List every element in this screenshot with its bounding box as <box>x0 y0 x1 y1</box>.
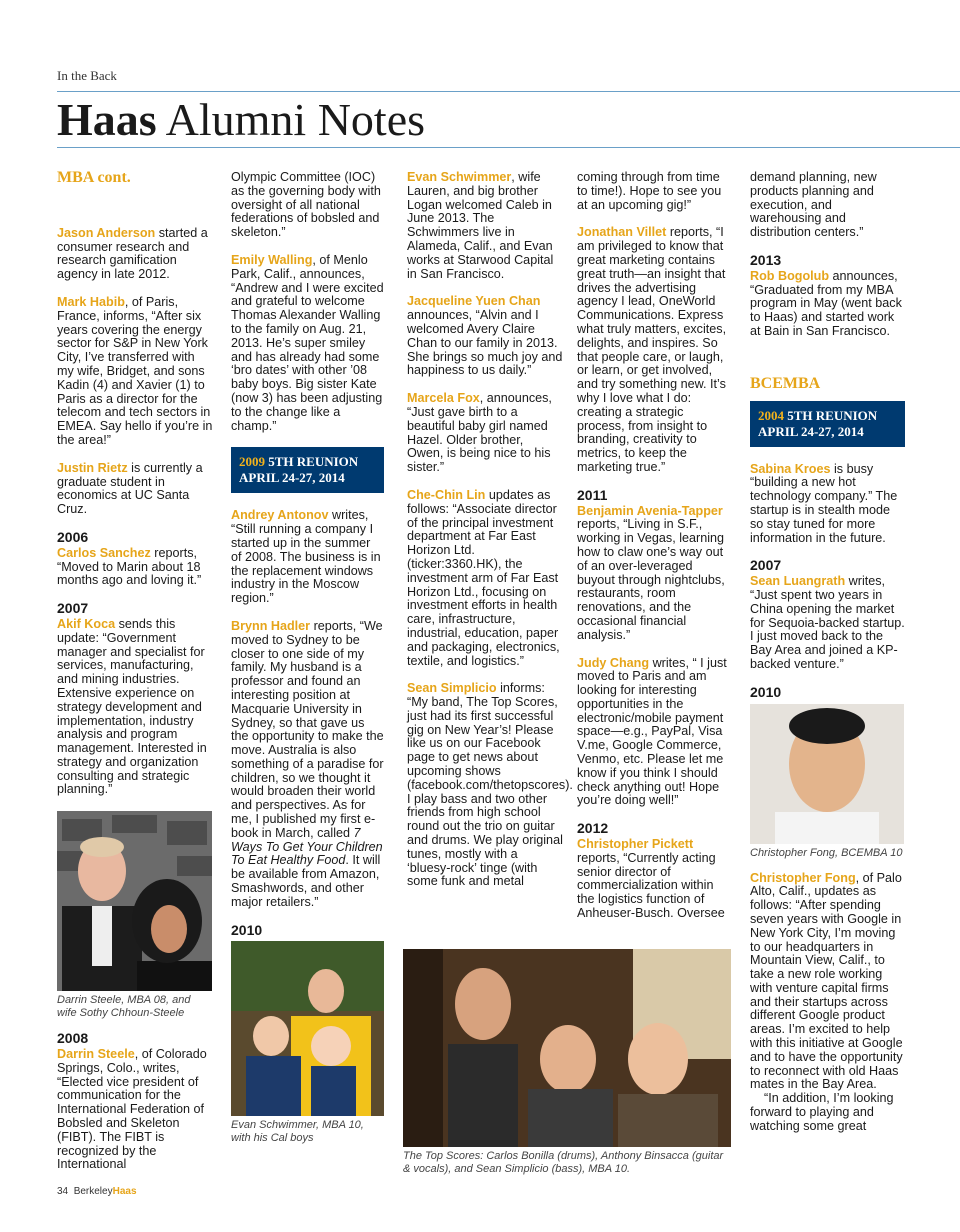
photo-christopher-fong <box>750 704 904 844</box>
note-jason-anderson: Jason Anderson started a consumer research and research gamification agency in late 2012. <box>57 225 208 282</box>
section-heading-mba: MBA cont. <box>57 169 131 186</box>
top-rule <box>57 91 960 92</box>
year-heading: 2006 <box>57 528 89 545</box>
note-justin-rietz: Justin Rietz is currently a graduate student in economics at UC Santa Cruz. <box>57 460 203 517</box>
section-heading-bcemba: BCEMBA <box>750 374 821 392</box>
title-haas: Haas <box>57 94 157 145</box>
note-andrey-antonov: Andrey Antonov writes, “Still running a company I started up in the summer of 2008. The business is in the replacement windows industry in the Moscow region.” <box>231 508 381 606</box>
year-heading: 2012 <box>577 820 609 837</box>
section-tag: In the Back <box>57 68 117 83</box>
note-jonathan-villet: Jonathan Villet reports, “I am privileged to know that great marketing contains great truth—an insight that drives the advertising agency I lead, OneWorld Communications. Express what truly matters, excites, delights, and inspires. So that people care, or laugh, or learn, or get involved, and try something new. It’s why I love what I do: creating a strategic process, from insight to branding, creativity to metrics, to keep the marketing true.” <box>577 225 727 474</box>
note-judy-chang: Judy Chang writes, “ I just moved to Paris and am looking for interesting opportunities in the electronic/mobile payment space—e.g., PayPal, Visa V.me, Google Commerce, Venmo, etc. Please let me know if you think I should check anything out! Hope you’re doing well!” <box>577 655 727 808</box>
photo-image <box>403 949 731 1147</box>
photo-caption: Evan Schwimmer, MBA 10, with his Cal boys <box>231 1119 364 1145</box>
note-sabina-kroes: Sabina Kroes is busy “building a new hot technology company.” The startup is in stealth mode so stay tuned for more information in the future. <box>750 461 898 545</box>
page-footer: 34 BerkeleyHaas <box>57 1186 137 1197</box>
note-continued: coming through from time to time!). Hope to see you at an upcoming gig!” <box>577 170 722 212</box>
photo-caption: Darrin Steele, MBA 08, and wife Sothy Chhoun-Steele <box>57 994 191 1020</box>
page-title <box>57 94 425 146</box>
note-brynn-hadler: Brynn Hadler reports, “We moved to Sydney to be closer to one side of my family. My husband is a professor and found an interesting position at Macquarie University in Sydney, so that gave us the opportunity to make the move. Australia is also something of a paradise for children, so we thought it would broaden their world and perspectives. As for me, I published my first e-book in March, called 7 Ways To Get Your Children To Eat Healthy Food. It will be available from Amazon, Smashwords, and other major retailers.” <box>231 618 384 909</box>
title-rule <box>57 147 960 148</box>
note-emily-walling: Emily Walling, of Menlo Park, Calif., announces, “Andrew and I were excited and grateful to welcome Thomas Alexander Walling to the family on Aug. 21, 2013. He’s super smiley and has already had some ‘bro dates’ with other ’08 baby boys. Big sister Kate (now 3) has been adjusting to the change like a champ.” <box>231 252 384 433</box>
note-evan-schwimmer: Evan Schwimmer, wife Lauren, and big brother Logan welcomed Caleb in June 2013. The Schwimmers live in Alameda, Calif., and Evan works at Starwood Capital in San Francisco. <box>407 170 554 281</box>
note-continued: Olympic Committee (IOC) as the governing body with oversight of all national federations of bobsled and skeleton.” <box>231 170 381 240</box>
note-che-chin-lin: Che-Chin Lin updates as follows: “Associate director of the principal investment department at Far East Horizon Ltd. (ticker:3360.HK), the investment arm of Far East Horizon Ltd., focusing on investment efforts in health care, infrastructure, industrial, education, paper and packaging, electronics, textile, and logistics.” <box>407 487 560 668</box>
photo-top-scores <box>403 949 731 1147</box>
note-carlos-sanchez: Carlos Sanchez reports, “Moved to Marin about 18 months ago and loving it.” <box>57 545 202 588</box>
photo-image <box>231 941 384 1116</box>
photo-image <box>750 704 904 844</box>
column-2 <box>231 171 384 1157</box>
year-heading: 2010 <box>231 921 263 938</box>
note-continued: demand planning, new products planning and execution, and warehousing and distribution centers.” <box>750 170 877 240</box>
year-heading: 2013 <box>750 251 782 268</box>
note-mark-habib: Mark Habib, of Paris, France, informs, “After six years covering the energy sector for S&P in New York City, I’ve transferred with my wife, Bridget, and sons Kadin (4) and Xavier (1) to Paris as a director for the telecom and tech sectors in EMEA. Say hello if you’re in the area!” <box>57 294 213 447</box>
column-5 <box>750 171 905 1134</box>
year-heading: 2010 <box>750 683 782 700</box>
column-1 <box>57 171 213 1186</box>
note-christopher-fong: Christopher Fong, of Palo Alto, Calif., updates as follows: “After spending seven years with Google in New York City, I’m moving to our headquarters in Mountain View, Calif., to take a new role working with venture capital firms and their startups across different Google product areas. I’m excited to help with this initiative at Google and to have the opportunity to reconnect with old Haas mates in the Bay Area. <box>750 870 903 1092</box>
photo-caption: The Top Scores: Carlos Bonilla (drums), Anthony Binsacca (guitar & vocals), and Sean Simplicio (bass), MBA 10. <box>403 1150 724 1175</box>
footer-brand-haas: Haas <box>112 1186 137 1197</box>
note-benjamin-avenia-tapper: Benjamin Avenia-Tapper reports, “Living in S.F., working in Vegas, learning how to claw one’s way out of an over-leveraged buyout through nightclubs, restaurants, room renovations, and the occasional financial analysis.” <box>577 503 725 642</box>
note-darrin-steele: Darrin Steele, of Colorado Springs, Colo., writes, “Elected vice president of communication for the International Federation of Bobsled and Skeleton (FIBT). The FIBT is recognized by the International <box>57 1047 207 1172</box>
note-sean-luangrath: Sean Luangrath writes, “Just spent two years in China opening the market for Sequoia-backed startup. I just moved back to the Bay Area and joined a KP-backed venture.” <box>750 574 905 671</box>
photo-image <box>57 811 212 991</box>
year-heading: 2007 <box>750 557 782 574</box>
reunion-badge-2004: 2004 5TH REUNION APRIL 24-27, 2014 <box>750 401 905 447</box>
reunion-badge-2009: 2009 5TH REUNION APRIL 24-27, 2014 <box>231 447 384 493</box>
column-4 <box>577 171 733 935</box>
photo-darrin-steele <box>57 811 212 991</box>
photo-caption: Christopher Fong, BCEMBA 10 <box>750 846 903 859</box>
year-heading: 2007 <box>57 600 89 617</box>
note-marcela-fox: Marcela Fox, announces, “Just gave birth to a beautiful baby girl named Hazel. Older brother, Owen, is being nice to his sister.” <box>407 391 552 475</box>
note-sean-simplicio: Sean Simplicio informs: “My band, The Top Scores, just had its first successful gig on New Year’s! Please like us on our Facebook page to get news about upcoming shows (facebook.com/thetopscores). I play bass and two other friends from high school round out the trio on guitar and drums. We play original tunes, mostly with a ‘bluesy-rock’ tinge (with some funk and metal <box>407 681 573 889</box>
column-3 <box>407 170 573 903</box>
note-jacqueline-yuen-chan: Jacqueline Yuen Chan announces, “Alvin and I welcomed Avery Claire Chan to our family in 2013. She brings so much joy and happiness to us daily.” <box>407 294 563 378</box>
note-christopher-fong-cont: “In addition, I’m looking forward to playing and watching some great <box>750 1091 894 1133</box>
title-rest: Alumni Notes <box>156 94 426 145</box>
note-christopher-pickett: Christopher Pickett reports, “Currently acting senior director of commercialization within the logistics function of Anheuser-Busch. Oversee <box>577 837 725 921</box>
year-heading: 2011 <box>577 486 608 503</box>
note-akif-koca: Akif Koca sends this update: “Government manager and specialist for services, manufacturing, and mining industries. Extensive experience on strategy development and implementation, industry analysis and program management. Interested in strategy and organization consulting and strategic planning.” <box>57 616 207 797</box>
photo-evan-schwimmer <box>231 941 384 1116</box>
year-heading: 2008 <box>57 1030 89 1047</box>
note-rob-bogolub: Rob Bogolub announces, “Graduated from my MBA program in May (went back to Haas) and started work at Bain in San Francisco. <box>750 268 902 338</box>
footer-brand: Berkeley <box>73 1186 113 1197</box>
